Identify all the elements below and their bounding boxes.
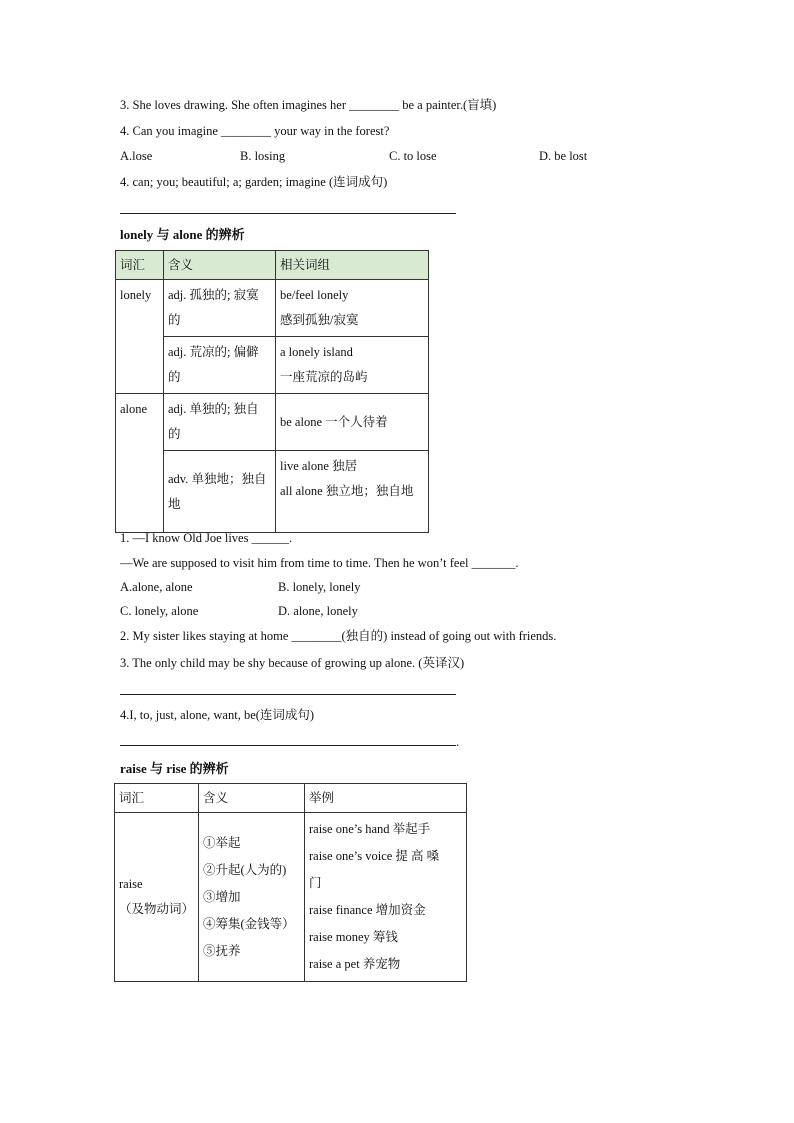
- lonely-meaning-2: adj. 荒凉的; 偏僻的: [164, 337, 276, 394]
- alone-meaning-1: adj. 单独的; 独自的: [164, 394, 276, 451]
- answer-line: [120, 213, 456, 214]
- question-3: 3. The only child may be shy because of growing up alone. (英译汉): [120, 656, 465, 670]
- q1-option-a: A.alone, alone: [120, 580, 193, 594]
- question-4: 4.I, to, just, alone, want, be(连词成句): [120, 708, 315, 722]
- phrase-text: live alone 独居: [280, 459, 358, 473]
- q1-option-d: D. alone, lonely: [278, 604, 358, 618]
- example-item: raise money 筹钱: [309, 930, 398, 944]
- example-item: raise finance 增加资金: [309, 903, 426, 917]
- word-raise: [115, 813, 199, 982]
- meaning-item: ③增加: [203, 889, 241, 904]
- header-phrases: 相关词组: [276, 251, 429, 280]
- word-note: （及物动词）: [119, 902, 195, 916]
- answer-line-period: .: [456, 735, 460, 749]
- phrase-text: all alone 独立地；独自地: [280, 484, 414, 498]
- alone-meaning-2: adv. 单独地；独自地: [164, 451, 276, 533]
- exercise-line-3: 3. She loves drawing. She often imagines her ________ be a painter.(盲填): [120, 98, 497, 112]
- example-item: raise a pet 养宠物: [309, 957, 401, 971]
- phrase-text: be/feel lonely: [280, 288, 349, 302]
- header-example: 举例: [305, 784, 467, 813]
- word-text: raise: [119, 877, 143, 891]
- section-title-raise-rise: raise 与 rise 的辨析: [120, 761, 229, 776]
- header-word: 词汇: [116, 251, 164, 280]
- example-item: raise one’s hand 举起手: [309, 822, 431, 836]
- meaning-item: ①举起: [203, 835, 241, 850]
- example-item: raise one’s voice 提 高 嗓: [309, 849, 440, 863]
- lonely-phrase-1: [276, 280, 429, 337]
- lonely-meaning-1: adj. 孤独的; 寂寞的: [164, 280, 276, 337]
- meaning-item: ⑤抚养: [203, 943, 241, 958]
- word-lonely: lonely: [116, 280, 164, 394]
- header-word: 词汇: [115, 784, 199, 813]
- lonely-alone-table: [115, 250, 429, 533]
- lonely-phrase-2: [276, 337, 429, 394]
- answer-line: [120, 745, 456, 746]
- alone-phrase-1: be alone 一个人待着: [276, 394, 429, 451]
- alone-phrase-2: [276, 451, 429, 533]
- phrase-translation: 感到孤独/寂寞: [280, 313, 359, 327]
- raise-meanings: [199, 813, 305, 982]
- option-a: A.lose: [120, 149, 153, 163]
- exercise-line-words: 4. can; you; beautiful; a; garden; imagine (连词成句): [120, 175, 388, 189]
- exercise-line-4: 4. Can you imagine ________ your way in the forest?: [120, 124, 390, 138]
- raise-rise-table: [114, 783, 467, 982]
- word-alone: alone: [116, 394, 164, 533]
- meaning-item: ②升起(人为的): [203, 862, 287, 877]
- option-d: D. be lost: [539, 149, 588, 163]
- raise-examples: [305, 813, 467, 982]
- section-title-lonely-alone: lonely 与 alone 的辨析: [120, 227, 245, 242]
- question-1-b: —We are supposed to visit him from time to time. Then he won’t feel _______.: [120, 556, 519, 570]
- header-meaning: 含义: [199, 784, 305, 813]
- example-item: 门: [309, 876, 322, 890]
- option-b: B. losing: [240, 149, 286, 163]
- question-2: 2. My sister likes staying at home ________(独自的) instead of going out with friends.: [120, 629, 557, 643]
- meaning-item: ④筹集(金钱等）: [203, 916, 295, 931]
- q1-option-b: B. lonely, lonely: [278, 580, 361, 594]
- header-meaning: 含义: [164, 251, 276, 280]
- option-c: C. to lose: [389, 149, 437, 163]
- answer-line: [120, 694, 456, 695]
- question-1-a: 1. —I know Old Joe lives ______.: [120, 531, 293, 545]
- phrase-translation: 一座荒凉的岛屿: [280, 370, 368, 384]
- q1-option-c: C. lonely, alone: [120, 604, 199, 618]
- phrase-text: a lonely island: [280, 345, 353, 359]
